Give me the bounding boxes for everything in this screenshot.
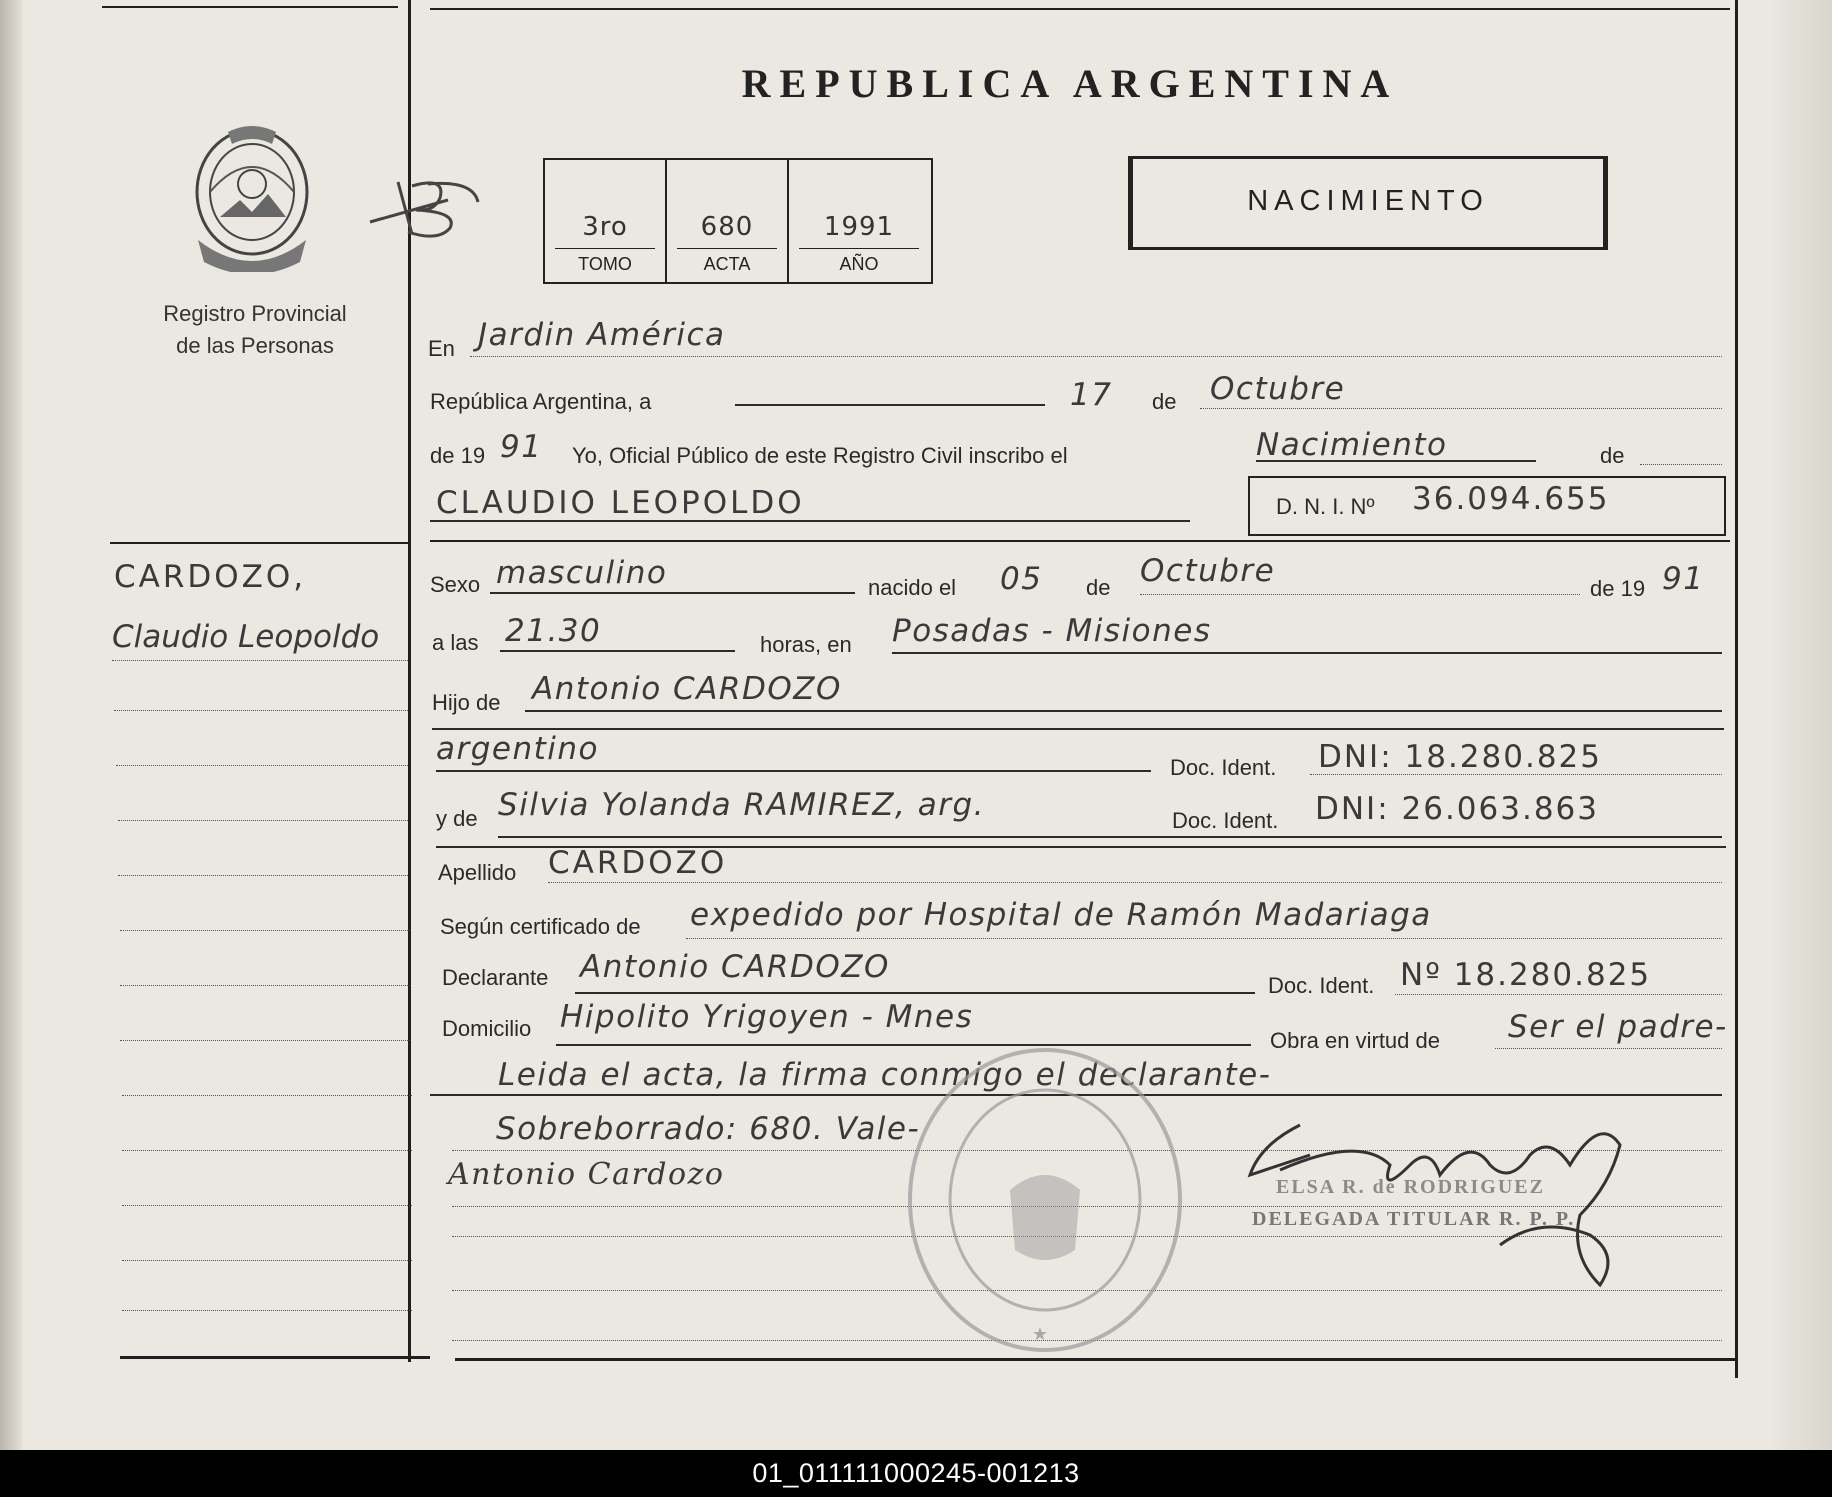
father-doc: DNI: 18.280.825	[1318, 739, 1602, 775]
dni-label: D. N. I. Nº	[1276, 494, 1375, 519]
republica-label: República Argentina, a	[430, 389, 652, 414]
father-nationality: argentino	[436, 731, 600, 767]
y-de-label: y de	[436, 806, 478, 831]
de-label-2: de	[1600, 443, 1625, 468]
dotted-line	[1495, 1048, 1722, 1049]
blank-line	[436, 770, 1151, 772]
dotted-line	[122, 1260, 412, 1261]
registry-line-2: de las Personas	[176, 333, 334, 358]
birth-year-prefix: de 19	[1590, 576, 1646, 601]
top-rule-right	[430, 8, 1730, 10]
note-line-1: Leida el acta, la firma conmigo el declarante-	[498, 1057, 1272, 1093]
oficial-text: Yo, Oficial Público de este Registro Civil inscribo el	[572, 443, 1068, 468]
en-label: En	[428, 336, 455, 361]
anio-value: 1991	[823, 212, 895, 242]
month-value: Octubre	[1210, 371, 1346, 407]
dotted-line	[122, 1150, 412, 1151]
dotted-line	[548, 882, 1722, 883]
dotted-line	[120, 985, 410, 986]
apellido-value: CARDOZO	[548, 845, 728, 881]
apellido-label: Apellido	[438, 860, 517, 885]
book-binding	[0, 0, 22, 1450]
dotted-line	[116, 765, 408, 766]
right-border	[1735, 0, 1738, 1378]
dotted-line	[120, 1040, 410, 1041]
footer-bar	[0, 1450, 1832, 1497]
blank-line	[735, 404, 1045, 406]
registry-name	[120, 298, 390, 362]
blank-line	[490, 592, 855, 594]
official-title: DELEGADA TITULAR R. P. P.	[1252, 1208, 1576, 1230]
blank-line	[575, 992, 1255, 994]
place-value: Jardin América	[478, 317, 726, 353]
dotted-line	[470, 356, 1722, 357]
section-rule	[430, 540, 1730, 542]
mother-name: Silvia Yolanda RAMIREZ, arg.	[498, 787, 985, 823]
year-prefix: de 19	[430, 443, 486, 468]
year-suffix: 91	[500, 429, 543, 465]
dni-value: 36.094.655	[1412, 481, 1610, 517]
certificado-value: expedido por Hospital de Ramón Madariaga	[690, 897, 1432, 933]
svg-text:★: ★	[1031, 1324, 1049, 1344]
country-title: REPUBLICA ARGENTINA	[741, 61, 1399, 106]
document-type-box	[1128, 156, 1608, 250]
hijo-label: Hijo de	[432, 690, 501, 715]
anio-cell	[789, 160, 929, 282]
dotted-line	[1395, 994, 1722, 995]
margin-given-names: Claudio Leopoldo	[112, 619, 380, 655]
blank-line	[1256, 460, 1536, 462]
birth-day: 05	[1000, 561, 1043, 597]
dotted-line	[1640, 464, 1722, 465]
blank-line	[432, 728, 1724, 730]
declarante-label: Declarante	[442, 965, 549, 990]
obra-value: Ser el padre-	[1508, 1009, 1728, 1045]
dotted-line	[1140, 594, 1580, 595]
de-label: de	[1152, 389, 1177, 414]
registry-line-1: Registro Provincial	[163, 301, 347, 326]
blank-line	[500, 650, 735, 652]
page-edge	[1772, 0, 1832, 1450]
handwritten-initials	[368, 172, 488, 242]
birth-place: Posadas - Misiones	[892, 613, 1212, 649]
dni-box	[1248, 476, 1726, 536]
acta-cell	[667, 160, 789, 282]
blank-line	[430, 520, 1190, 522]
certificado-label: Según certificado de	[440, 914, 641, 939]
horas-label: horas, en	[760, 632, 852, 657]
tomo-label: TOMO	[578, 254, 632, 274]
doc-ident-label-2: Doc. Ident.	[1172, 808, 1279, 833]
dotted-line	[118, 875, 408, 876]
tomo-value: 3ro	[582, 212, 628, 242]
blank-line	[498, 836, 1722, 838]
dotted-line	[120, 930, 410, 931]
dotted-line	[122, 1095, 412, 1096]
province-emblem-icon	[190, 122, 315, 272]
dotted-line	[1200, 408, 1722, 409]
birth-time: 21.30	[505, 613, 602, 649]
bottom-rule-left	[120, 1356, 430, 1359]
dotted-line	[118, 820, 408, 821]
doc-ident-label-1: Doc. Ident.	[1170, 755, 1277, 780]
sexo-value: masculino	[496, 555, 668, 591]
image-id: 01_011111000245-001213	[752, 1458, 1080, 1488]
inscription-type: Nacimiento	[1256, 427, 1448, 463]
tomo-cell	[545, 160, 667, 282]
declarante-doc: Nº 18.280.825	[1400, 957, 1652, 993]
dotted-line	[1310, 774, 1722, 775]
obra-label: Obra en virtud de	[1270, 1028, 1440, 1053]
blank-line	[892, 652, 1722, 654]
domicilio-value: Hipolito Yrigoyen - Mnes	[560, 999, 974, 1035]
dotted-line	[114, 710, 408, 711]
birth-month: Octubre	[1140, 553, 1276, 589]
acta-label: ACTA	[703, 254, 751, 274]
dotted-line	[122, 1310, 412, 1311]
nacido-label: nacido el	[868, 575, 957, 600]
doc-ident-label-3: Doc. Ident.	[1268, 973, 1375, 998]
document-type: NACIMIENTO	[1247, 185, 1489, 217]
dotted-line	[686, 938, 1722, 939]
mother-doc: DNI: 26.063.863	[1315, 791, 1599, 827]
official-name: ELSA R. de RODRIGUEZ	[1276, 1176, 1545, 1198]
acta-value: 680	[700, 212, 754, 242]
birth-year-suffix: 91	[1662, 561, 1705, 597]
dotted-line	[112, 660, 408, 661]
top-rule-left	[102, 6, 398, 8]
day-value: 17	[1070, 377, 1113, 413]
father-name: Antonio CARDOZO	[532, 671, 842, 707]
margin-surname: CARDOZO,	[114, 559, 307, 595]
child-name: CLAUDIO LEOPOLDO	[436, 485, 805, 521]
sexo-label: Sexo	[430, 572, 481, 597]
official-signature	[1240, 1095, 1660, 1295]
blank-line	[525, 710, 1722, 712]
de-label-3: de	[1086, 575, 1111, 600]
domicilio-label: Domicilio	[442, 1016, 532, 1041]
margin-rule	[110, 542, 408, 544]
a-las-label: a las	[432, 630, 479, 655]
registration-table	[543, 158, 933, 284]
anio-label: AÑO	[839, 254, 879, 274]
registry-seal-icon	[900, 1040, 1190, 1360]
dotted-line	[122, 1205, 412, 1206]
declarant-signature: Antonio Cardozo	[448, 1157, 725, 1192]
note-line-2: Sobreborrado: 680. Vale-	[496, 1111, 921, 1147]
declarante-value: Antonio CARDOZO	[580, 949, 890, 985]
